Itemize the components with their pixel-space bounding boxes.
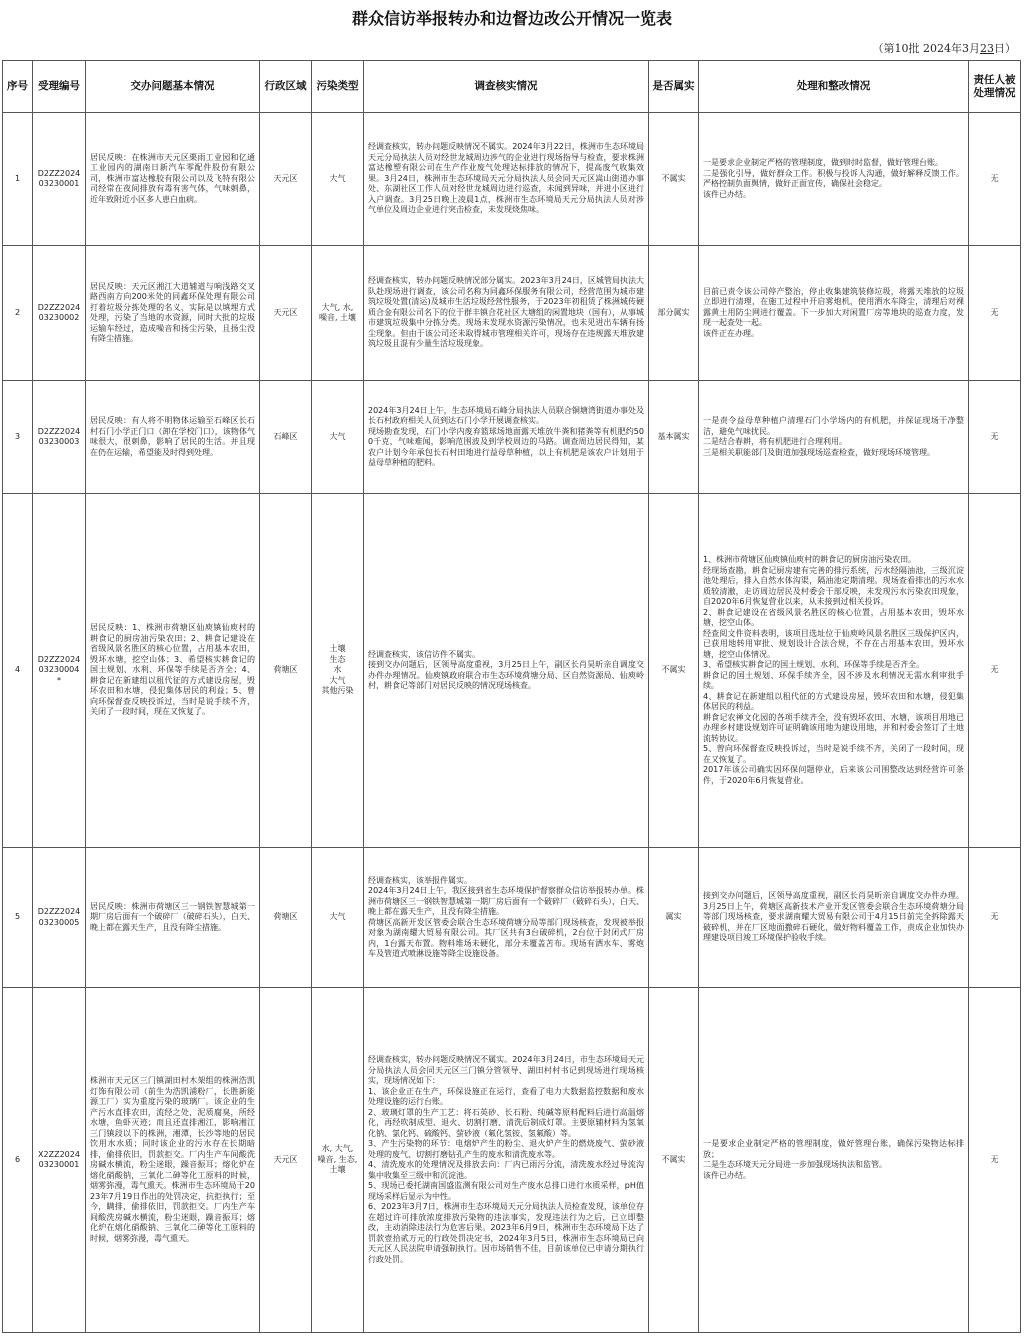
cell-verified: 基本属实 bbox=[649, 381, 699, 494]
cell-seq: 1 bbox=[3, 113, 33, 246]
batch-prefix: （第10批 2024年3月 bbox=[872, 42, 980, 55]
table-row bbox=[3, 113, 1021, 246]
header-verified: 是否属实 bbox=[649, 61, 699, 113]
batch-suffix: 日） bbox=[994, 42, 1016, 55]
table-row bbox=[3, 381, 1021, 494]
petition-table bbox=[2, 60, 1021, 1333]
cell-issue: 居民反映：株洲市荷塘区三一钢铁智慧城第一期厂房后面有一个破碎厂（破碎石头），白天、晚上都在露天生产，且没有降尘措施。 bbox=[86, 848, 260, 988]
header-seq: 序号 bbox=[3, 61, 33, 113]
cell-accountability: 无 bbox=[969, 988, 1021, 1333]
cell-accountability: 无 bbox=[969, 848, 1021, 988]
header-district: 行政区域 bbox=[260, 61, 312, 113]
batch-date bbox=[873, 40, 1017, 56]
cell-district: 天元区 bbox=[260, 113, 312, 246]
cell-handling: 1、株洲市荷塘区仙庾镇仙庾村的耕食记的厨房油污染农田。 经现场查勘，耕食记厨房建有完善的排污系统，污水经隔油池，三级沉淀池处理后，排入自然水体沟渠，隔油池定期清理。现场查看排出的污水水质较清澈，走访周边居民及村委会干部反映，未发现污水污染农田现象，自2020年6月恢复营业以来，从未接到过相关投诉。 2、耕食记建设在省级风景名胜区的核心位置，占用基本农田，毁坏水塘，挖空山体。 经查阅文件资料表明，该项目选址位于仙庾岭风景名胜区三级保护区内，已获用地转用审批、规划设计合法合规，不存在占用基本农田，毁坏水塘，挖空山体情况。 3、希望核实耕食记的国土规划、水利、环保等手续是否齐全。 耕食记的国土规划、环保手续齐全，因不涉及水利情况无需水利审批手续。 4、耕食记在新建组以租代征的方式建设房屋，毁坏农田和水塘，侵犯集体居民的利益。 耕食记农禅文化园的各项手续齐全，没有毁坏农田、水塘，该项目用地已办理乡村建设规划许可证明确该用地为建设用地，并和村委会签订了土地流转协议。 5、曾向环保督查反映投诉过，当时是说手续不齐，关闭了一段时间，现在又恢复了。 2017年该公司确实因环保问题停业，后来该公司围整改达到经营许可条件，于2020年6月恢复营业。 bbox=[699, 494, 969, 848]
cell-investigation: 经调查核实，该举报件属实。 2024年3月24日上午，我区接到省生态环境保护督察群众信访举报转办单。株洲市荷塘区三一钢铁智慧城第一期厂房后面有一个破碎厂（破碎石头），白天、晚上都在露天生产，且没有降尘措施。 荷塘区高新开发区管委会联合生态环境荷塘分局等部门现场核查，发现被举报对象为湖南耀大贸易有限公司。其厂区共有3台破碎机，2台位于封闭式厂房内，1台露天布置。物料堆场未硬化，部分未覆盖苫布。现场有洒水车、雾炮车及管道式喷淋设施等降尘设施设备。 bbox=[364, 848, 649, 988]
cell-issue: 居民反映：天元区湘江大道辅道与响浅路交叉路西南方向200米处的同鑫环保处理有限公司打着垃圾分拣处理的名义，实际是以填埋方式处理，污染了当地的水资源，同时大批的垃圾运输车经过，造成噪音和扬尘污染，且扬尘没有降尘措施。 bbox=[86, 246, 260, 381]
cell-issue: 居民反映：在株洲市天元区栗雨工业园和亿通工业园内的湖南日新汽车零配件股份有限公司，株洲市富达橡胶有限公司以及飞特有限公司经常在夜间排放有毒有害气体，气味刺鼻，近年致附近小区多人患白血病。 bbox=[86, 113, 260, 246]
header-accountability: 责任人被处理情况 bbox=[969, 61, 1021, 113]
batch-day: 23 bbox=[980, 42, 994, 55]
cell-seq: 3 bbox=[3, 381, 33, 494]
cell-investigation: 经调查核实，转办问题反映情况部分属实。2023年3月24日，区城管局执法大队赴现场进行调查，该公司名称为同鑫环保服务有限公司，经营范围为城市建筑垃圾处置(清运)及城市生活垃圾经营性服务，于2023年初租赁了株洲城传硬质合金有限公司名下的位于群丰镇合花社区大塘组的闲置地块（国有），从事城市建筑垃圾集中分拣分类。现场未发现水资源污染情况，也未见进出车辆有扬尘现象。但由于该公司还未取得城市管理相关许可，现场存在违规露天堆放建筑垃圾且混有少量生活垃圾现象。 bbox=[364, 246, 649, 381]
cell-id: X2ZZ2024 03230001 bbox=[33, 988, 86, 1333]
cell-handling: 一是要求企业制定严格的管理制度，做到时时监督，做好管理台账。 二是强化引导，做好群众工作。积极与投诉人沟通，做好解释反馈工作。严格控制负面舆情，做好正面宣传，确保社会稳定。 该件已办结。 bbox=[699, 113, 969, 246]
header-handling: 处理和整改情况 bbox=[699, 61, 969, 113]
cell-investigation: 经调查核实，转办问题反映情况不属实。2024年3月24日，市生态环境局天元分局执法人员会同天元区三门镇分管领导、湖田村村书记到现场进行现场核实，现场情况如下： 1、该企业正在生产，环保设施正在运行，查看了电力大数据监控数据和废水处理设施的运行台账。 2、玻璃灯罩的生产工艺：将石英砂、长石粉、纯碱等原料配料后进行高温熔化，再经吹制成型、退火、切割打磨、清洗后制成灯罩。主要原辅材料为氢氧化钠、氯化钙、硫酸钙、萤砂液（氟化氢铵、氢氟酸）等。 3、产生污染物的环节：电熔炉产生的粉尘、退火炉产生的燃烧废气、萤砂液处理的废气、切割打磨钻孔产生的废水和清洗废水等。 4、清洗废水的处理情况及排放去向：厂内已雨污分流，清洗废水经过导流沟集中收集至三级中和沉淀池。 5、现场已委托湖南国盛监测有限公司对生产废水总排口进行水质采样，pH值现场采样后显示为中性。 6、2023年3月7日，株洲市生态环境局天元分局执法人员检查发现，该单位存在超过许可排放浓度排放污染物的违法事实，发现违法行为之后，已立即整改，主动消除违法行为危害后果。2023年6月9日，株洲市生态环境局下达了罚款壹拾贰万元的行政处罚决定书，2024年3月5日，株洲市生态环境局已向天元区人民法院申请强制执行。因市场销售不佳，目前该单位已申请分期执行行政处罚。 bbox=[364, 988, 649, 1333]
cell-handling: 一是要求企业制定严格的管理制度，做好管理台账，确保污染物达标排放； 二是生态环境天元分局进一步加强现场执法和监管。 该件已办结。 bbox=[699, 988, 969, 1333]
cell-verified: 不属实 bbox=[649, 494, 699, 848]
cell-issue: 居民反映：有人将不明物体运输至石峰区长石村石门小学正门口（卸在学校门口），该物体气味很大，很刺鼻，影响了居民的生活。并且现在仍在运输，希望能及时得到处理。 bbox=[86, 381, 260, 494]
cell-accountability: 无 bbox=[969, 113, 1021, 246]
cell-id: D2ZZ2024 03230003 bbox=[33, 381, 86, 494]
header-pollution: 污染类型 bbox=[312, 61, 364, 113]
header-investigation: 调查核实情况 bbox=[364, 61, 649, 113]
cell-seq: 2 bbox=[3, 246, 33, 381]
header-issue: 交办问题基本情况 bbox=[86, 61, 260, 113]
cell-issue: 居民反映：1、株洲市荷塘区仙庾镇仙庾村的耕食记的厨房油污染农田；2、耕食记建设在省级风景名胜区的核心位置，占用基本农田，毁坏水塘，挖空山体；3、希望核实耕食记的国土规划、水利、环保等手续是否齐全；4、耕食记在新建组以租代征的方式建设房屋，毁坏农田和水塘，侵犯集体居民的利益；5、曾向环保督查反映投诉过，当时是说手续不齐，关闭了一段时间，现在又恢复了。 bbox=[86, 494, 260, 848]
cell-accountability: 无 bbox=[969, 381, 1021, 494]
cell-id: D2ZZ2024 03230002 bbox=[33, 246, 86, 381]
cell-seq: 6 bbox=[3, 988, 33, 1333]
cell-handling: 一是责令益母草种植户清理石门小学场内的有机肥，并保证现场干净整洁，避免气味扰民。 二是结合春耕，将有机肥进行合理利用。 三是相关职能部门及街道加强现场巡查检查，做好现场环境管理。 bbox=[699, 381, 969, 494]
cell-handling: 接到交办问题后，区领导高度重视，副区长肖昊昕亲自调度交办件办理。3月25日上午，荷塘区高新技术产业开发区管委会联合生态环境荷塘分局等部门现场核查，要求湖南耀大贸易有限公司于4月15日前完全拆除露天破碎机，并在厂区地面撒碎石硬化，做好物料覆盖工作，责成企业加快办理建设项目竣工环境保护验收手续。 bbox=[699, 848, 969, 988]
cell-id: D2ZZ2024 03230005 bbox=[33, 848, 86, 988]
table-row bbox=[3, 988, 1021, 1333]
cell-seq: 4 bbox=[3, 494, 33, 848]
cell-verified: 不属实 bbox=[649, 113, 699, 246]
table-row bbox=[3, 848, 1021, 988]
cell-pollution: 土壤 生态 水 大气 其他污染 bbox=[312, 494, 364, 848]
page-title: 群众信访举报转办和边督边改公开情况一览表 bbox=[351, 9, 672, 28]
cell-pollution: 大气 bbox=[312, 113, 364, 246]
cell-verified: 不属实 bbox=[649, 988, 699, 1333]
table-row bbox=[3, 494, 1021, 848]
cell-pollution: 大气 bbox=[312, 848, 364, 988]
cell-pollution: 水, 大气, 噪音, 生态, 土壤 bbox=[312, 988, 364, 1333]
cell-district: 天元区 bbox=[260, 246, 312, 381]
cell-district: 天元区 bbox=[260, 988, 312, 1333]
cell-accountability: 无 bbox=[969, 246, 1021, 381]
table-header-row bbox=[3, 61, 1021, 113]
cell-investigation: 经调查核实，转办问题反映情况不属实。2024年3月22日，株洲市生态环境局天元分局执法人员对经世龙城周边涉气的企业进行现场指导与检查，要求株洲富达橡塑有限公司在生产作业废气处理达标排放的情况下，提高废气收集效果。3月24日，株洲市生态环境局天元分局执法人员会同天元区嵩山街道办事处、东湖社区工作人员对经世龙城周边进行巡查，未闻到异味，并进小区进行入户调查。3月25日晚上凌晨1点，株洲市生态环境局天元分局执法人员对涉气单位及周边企业进行突击检查，未发现烧焦味。 bbox=[364, 113, 649, 246]
cell-id: D2ZZ2024 03230001 bbox=[33, 113, 86, 246]
cell-id: D2ZZ2024 03230004 * bbox=[33, 494, 86, 848]
cell-district: 荷塘区 bbox=[260, 848, 312, 988]
cell-issue: 株洲市天元区三门镇湖田村木架组的株洲浩凯灯饰有限公司（前生为浩凯浦粉厂，长胜新能源工厂）实为重度污染的玻璃厂。该企业的生产污水直排农田，流经之处，泥质腐臭，所经水塘，鱼虾灭迹；而且还直排湘江，影响湘江三门镇段以下的株洲，湘潭，长沙等地的居民饮用水水质；同时该企业的污水存在长期暗排，偷排依旧，罚款拒交。厂内生产车间酸洗房碱水横流，粉尘迷眼，躁音振耳；熔化炉在熔化硝酸钠，三氧化二砷等化工原料的时候，烟雾弥漫，毒气熏天。株洲市生态环境局于2023年7月19日作出的处罚决定，抗拒执行；至今，瞒排，偷排依旧，罚款拒交。厂内生产车间酸洗房碱水横流，粉尘迷眼，躁音振耳；熔化炉在熔化硝酸钠、三氧化二砷等化工原料的时候，烟雾弥漫，毒气熏天。 bbox=[86, 988, 260, 1333]
cell-verified: 部分属实 bbox=[649, 246, 699, 381]
cell-district: 石峰区 bbox=[260, 381, 312, 494]
cell-pollution: 大气 bbox=[312, 381, 364, 494]
cell-investigation: 经调查核实，该信访件不属实。 接到交办问题后，区领导高度重视，3月25日上午，副区长肖昊昕亲自调度交办件办理情况。仙庾镇政府联合市生态环境荷塘分局、区自然资源局、仙庾岭村，耕食记等部门对居民反映的情况现场核查。 bbox=[364, 494, 649, 848]
cell-pollution: 大气, 水, 噪音, 土壤 bbox=[312, 246, 364, 381]
cell-accountability: 无 bbox=[969, 494, 1021, 848]
cell-verified: 属实 bbox=[649, 848, 699, 988]
cell-handling: 目前已责令该公司停产整治，停止收集建筑装修垃圾，将露天堆放的垃圾立即进行清理，在施工过程中开启雾炮机，使用洒水车降尘，清理后对裸露黄土用防尘网进行覆盖。下一步加大对闲置厂房等地块的巡查力度，发现一起查处一起。 该件正在办理。 bbox=[699, 246, 969, 381]
cell-district: 荷塘区 bbox=[260, 494, 312, 848]
table-row bbox=[3, 246, 1021, 381]
header-id: 受理编号 bbox=[33, 61, 86, 113]
cell-investigation: 2024年3月24日上午，生态环境局石峰分局执法人员联合铜塘湾街道办事处及长石村政府相关人员到达石门小学开展调查核实。 现场勘查发现，石门小学内废弃篮球场地面露天堆放牛粪和猪粪等有机肥约500千克，气味难闻，影响范围波及到学校周边的马路。调查周边居民得知，某农户计划今年承包长石村田地进行益母草种植，以上有机肥是该农户计划用于益母草种植的肥料。 bbox=[364, 381, 649, 494]
cell-seq: 5 bbox=[3, 848, 33, 988]
